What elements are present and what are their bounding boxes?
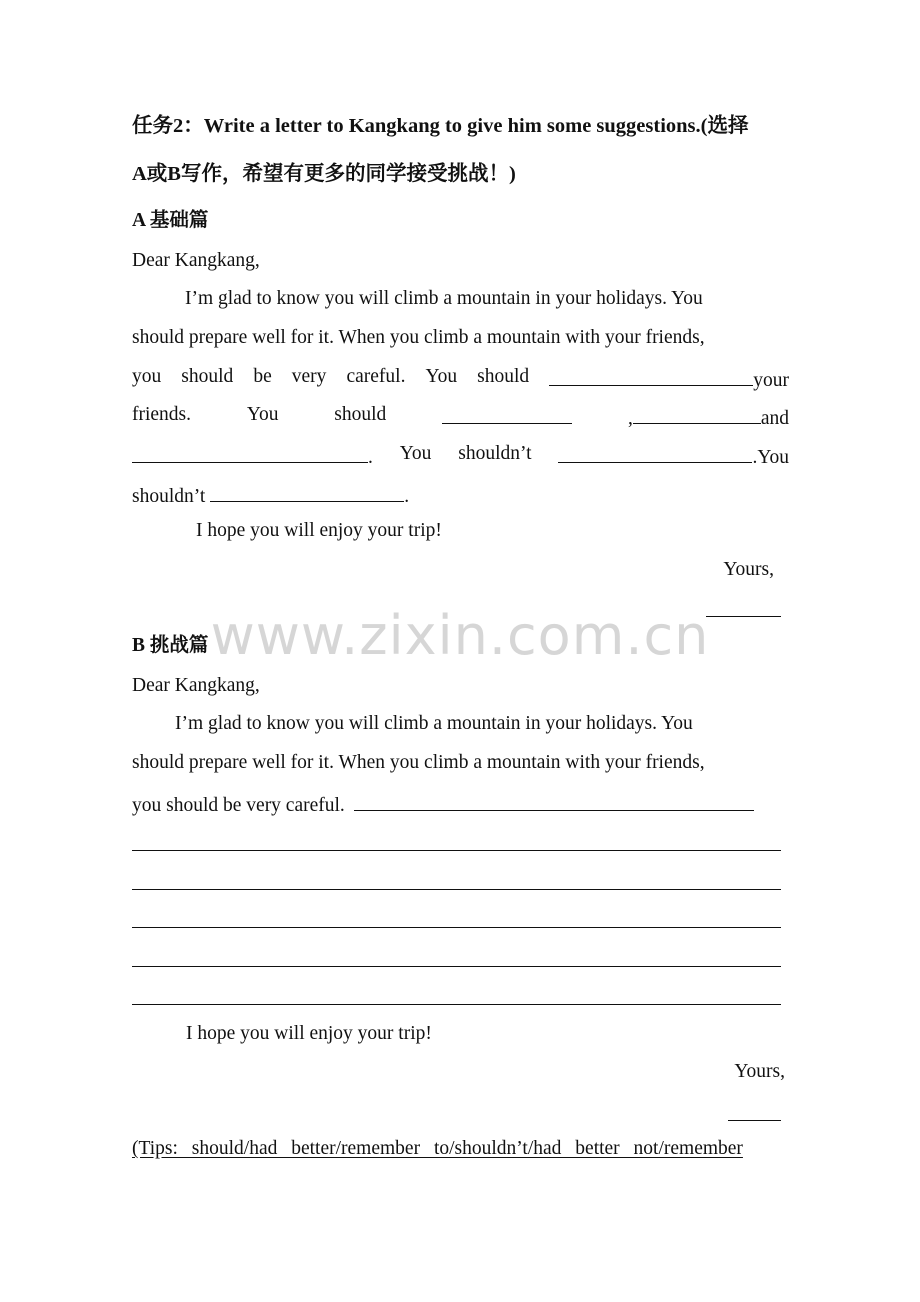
section-a-paragraph-line-4 <box>132 405 789 429</box>
section-b-heading: B 挑战篇 <box>132 635 209 656</box>
word: You <box>425 366 458 387</box>
word: be <box>253 366 272 387</box>
section-b-paragraph-line-3 <box>132 792 789 816</box>
answer-blank-6[interactable] <box>210 483 404 502</box>
section-a-salutation: Dear Kangkang, <box>132 250 260 271</box>
answer-blank-2[interactable] <box>442 405 572 424</box>
text-segment: I’m glad to know you will climb a mountain in your holidays. You <box>175 713 693 734</box>
answer-blank-3[interactable] <box>633 405 761 424</box>
word: and <box>760 408 789 429</box>
word: should <box>334 404 387 425</box>
tips-line <box>132 1139 789 1159</box>
section-a-paragraph-line-6 <box>132 483 789 507</box>
writing-line-3[interactable] <box>132 889 781 890</box>
section-b-paragraph-line-2: should prepare well for it. When you climb a mountain with your friends, <box>132 752 705 773</box>
word: very <box>291 366 327 387</box>
section-a-paragraph-line-3 <box>132 367 789 391</box>
task-title-line-2: A或B写作，希望有更多的同学接受挑战！) <box>132 163 516 185</box>
word: .You <box>752 447 789 468</box>
section-b-paragraph-line-1 <box>175 714 789 734</box>
word: friends. <box>132 404 192 425</box>
word: , <box>627 408 633 429</box>
answer-blank-4[interactable] <box>132 444 368 463</box>
word: You <box>246 404 279 425</box>
section-a-paragraph-line-1 <box>185 289 789 309</box>
section-b-signature-blank[interactable] <box>728 1120 781 1121</box>
section-a-signoff: Yours, <box>723 559 774 580</box>
word: . <box>368 447 373 468</box>
section-b-salutation: Dear Kangkang, <box>132 675 260 696</box>
section-a-paragraph-line-5 <box>132 444 789 468</box>
watermark: www.zixin.com.cn <box>210 604 710 667</box>
writing-line-2[interactable] <box>132 850 781 851</box>
word: . <box>404 486 410 507</box>
text-segment: you should be very careful. <box>132 795 345 816</box>
word: your <box>753 370 789 391</box>
word: shouldn’t <box>132 486 206 507</box>
task-title-line-1: 任务2：Write a letter to Kangkang to give him some suggestions.(选择 <box>132 115 749 137</box>
answer-blank-1[interactable] <box>549 367 753 386</box>
section-a-closing: I hope you will enjoy your trip! <box>196 520 442 541</box>
text-segment: I’m glad to know you will climb a mountain in your holidays. You <box>185 288 703 309</box>
section-a-signature-blank[interactable] <box>706 616 781 617</box>
tips-text: (Tips: should/had better/remember to/shouldn’t/had better not/remember <box>132 1138 743 1159</box>
section-a-heading: A 基础篇 <box>132 210 209 231</box>
word: shouldn’t <box>458 443 532 464</box>
writing-line-4[interactable] <box>132 927 781 928</box>
section-b-closing: I hope you will enjoy your trip! <box>186 1023 432 1044</box>
writing-line-5[interactable] <box>132 966 781 967</box>
writing-line-6[interactable] <box>132 1004 781 1005</box>
word: careful. <box>346 366 406 387</box>
section-a-paragraph-line-2: should prepare well for it. When you climb a mountain with your friends, <box>132 327 705 348</box>
word: should <box>181 366 234 387</box>
word: You <box>399 443 432 464</box>
word: you <box>132 366 162 387</box>
writing-blank-1[interactable] <box>354 792 754 811</box>
answer-blank-5[interactable] <box>558 444 752 463</box>
section-b-signoff: Yours, <box>734 1061 785 1082</box>
word: should <box>477 366 530 387</box>
